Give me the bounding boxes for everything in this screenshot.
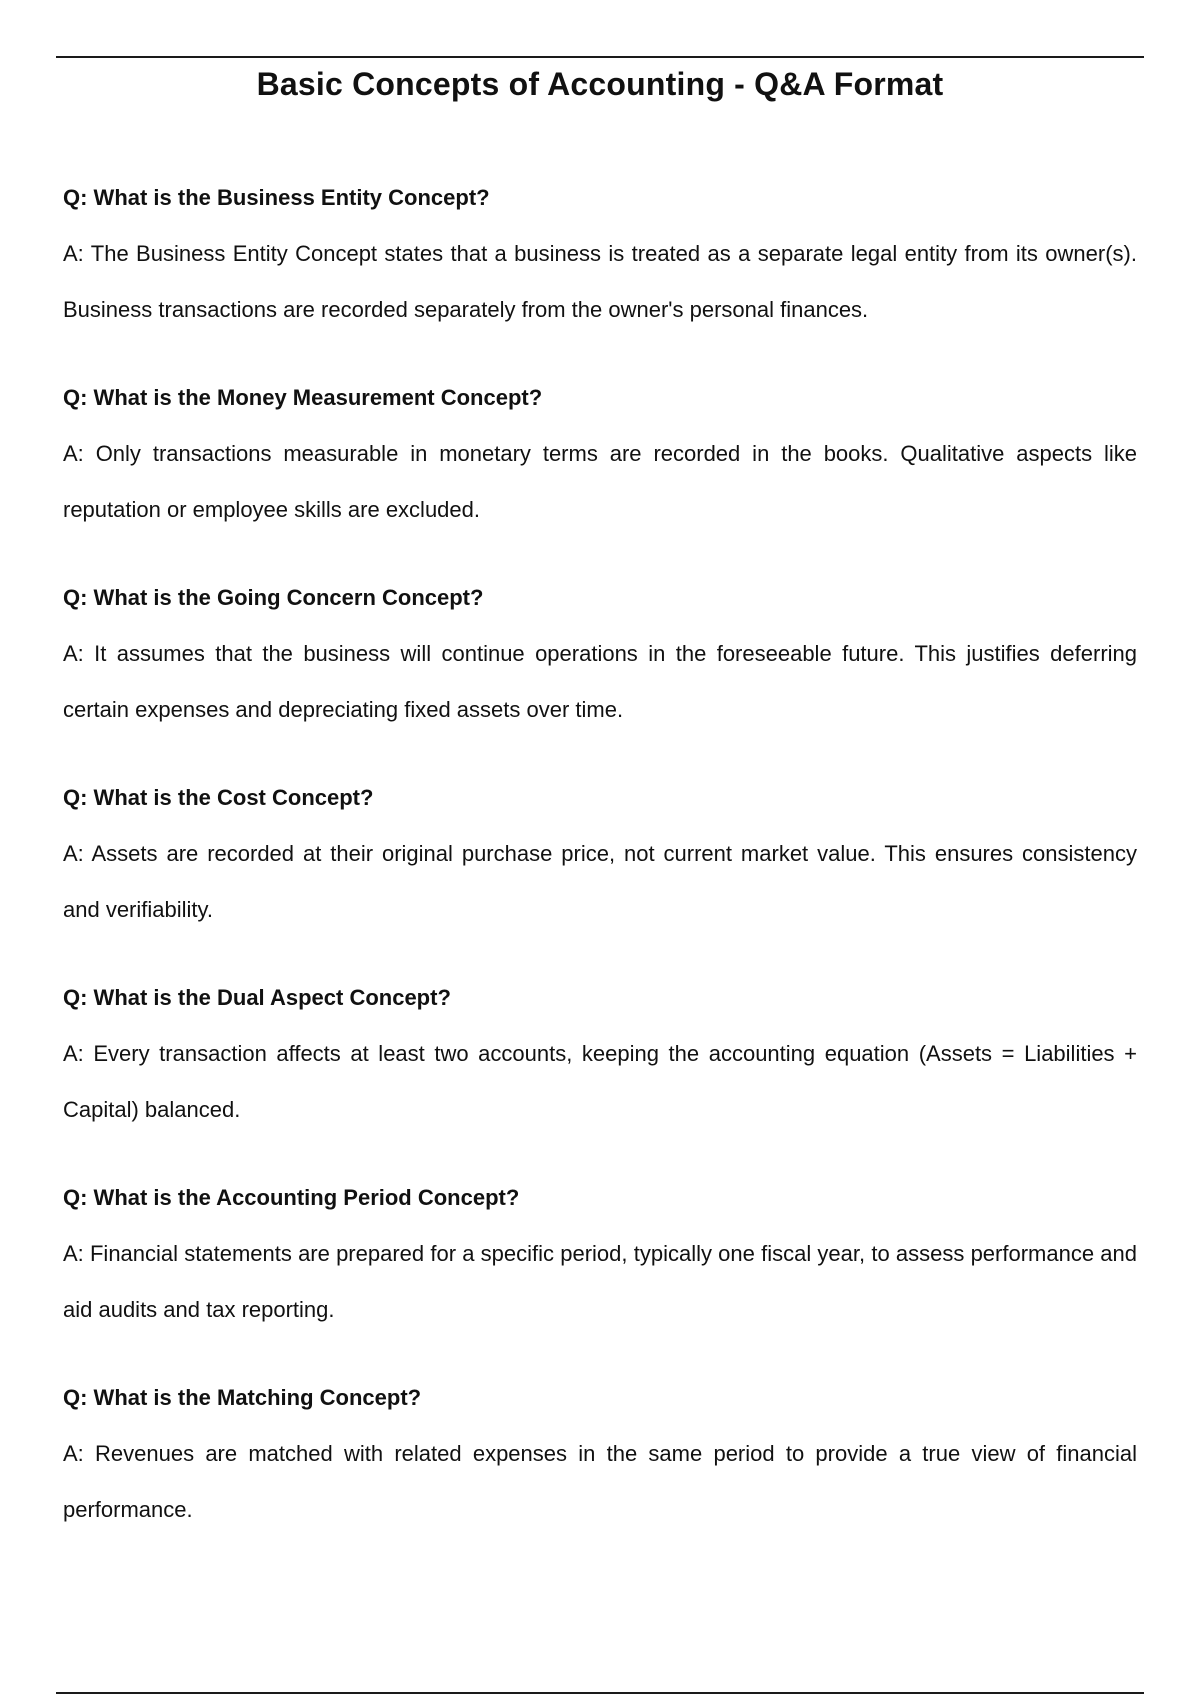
question: Q: What is the Cost Concept?: [63, 785, 374, 810]
qa-item: [63, 1180, 1137, 1380]
page-title: Basic Concepts of Accounting - Q&A Format: [256, 66, 944, 102]
qa-item: [63, 1380, 1137, 1580]
answer: A: Assets are recorded at their original purchase price, not current market value. This ensures consistency and verifiability.: [63, 841, 1137, 922]
question: Q: What is the Business Entity Concept?: [63, 185, 490, 210]
answer: A: Financial statements are prepared for a specific period, typically one fiscal year, to assess performance and aid audits and tax reporting.: [63, 1241, 1137, 1322]
top-rule: [56, 56, 1144, 58]
qa-item: [63, 980, 1137, 1180]
question: Q: What is the Dual Aspect Concept?: [63, 985, 451, 1010]
qa-list: [63, 180, 1137, 1580]
qa-item: [63, 180, 1137, 380]
question: Q: What is the Going Concern Concept?: [63, 585, 484, 610]
answer: A: Every transaction affects at least two accounts, keeping the accounting equation (Assets = Liabilities + Capital) balanced.: [63, 1041, 1137, 1122]
answer: A: Only transactions measurable in monetary terms are recorded in the books. Qualitative aspects like reputation or employee skills are excluded.: [63, 441, 1137, 522]
answer: A: It assumes that the business will continue operations in the foreseeable future. This justifies deferring certain expenses and depreciating fixed assets over time.: [63, 641, 1137, 722]
answer: A: The Business Entity Concept states that a business is treated as a separate legal entity from its owner(s). Business transactions are recorded separately from the owner's personal finances.: [63, 241, 1137, 322]
qa-item: [63, 580, 1137, 780]
question: Q: What is the Money Measurement Concept?: [63, 385, 543, 410]
bottom-rule: [56, 1692, 1144, 1694]
answer: A: Revenues are matched with related expenses in the same period to provide a true view of financial performance.: [63, 1441, 1137, 1522]
qa-item: [63, 380, 1137, 580]
question: Q: What is the Matching Concept?: [63, 1385, 422, 1410]
qa-item: [63, 780, 1137, 980]
question: Q: What is the Accounting Period Concept?: [63, 1185, 520, 1210]
